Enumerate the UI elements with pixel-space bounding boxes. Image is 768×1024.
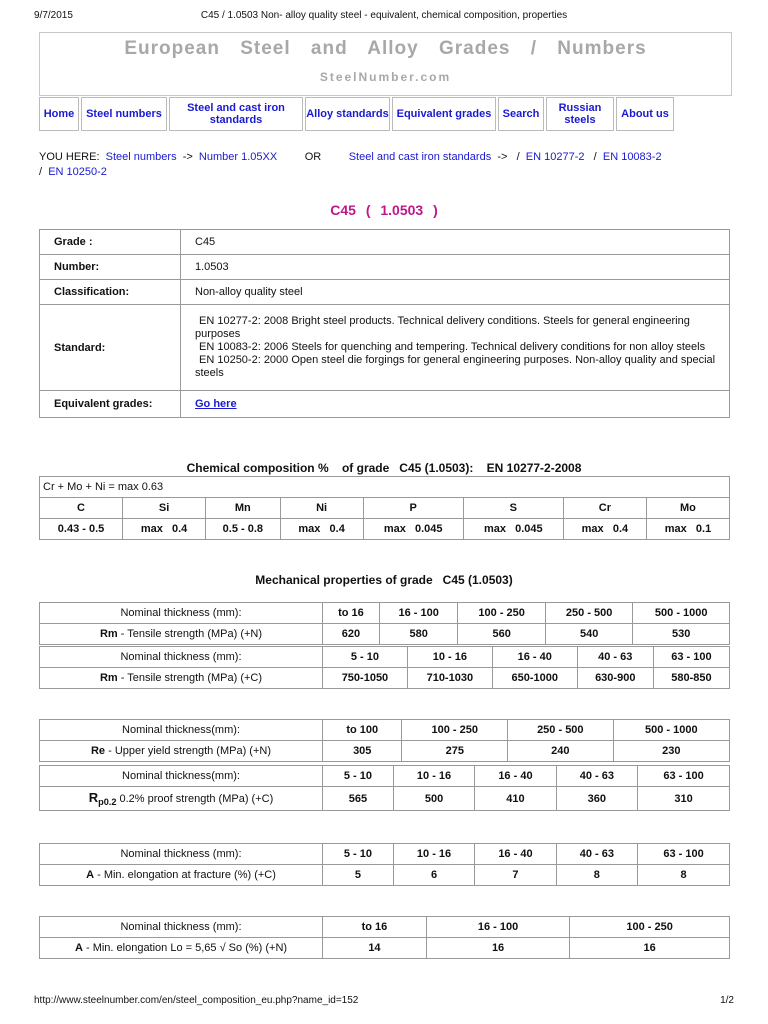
- mech-table-rm-c: [39, 646, 730, 689]
- mech-label-text: Min. elongation at fracture (%) (+C): [103, 869, 276, 881]
- mech-head: to 16: [323, 917, 427, 938]
- breadcrumb: [39, 150, 739, 180]
- breadcrumb-prefix: YOU HERE:: [39, 151, 100, 163]
- number-label: Number:: [40, 255, 181, 280]
- mech-head: 40 - 63: [577, 647, 653, 668]
- mech-label: [40, 787, 323, 811]
- mech-head: 250 - 500: [545, 603, 633, 624]
- mech-symbol: R: [88, 789, 99, 805]
- breadcrumb-sep: /: [593, 151, 597, 163]
- mech-value: 310: [638, 787, 730, 811]
- grade-value: C45: [181, 230, 730, 255]
- chem-note: Cr + Mo + Ni = max 0.63: [40, 477, 730, 498]
- mech-head: to 16: [323, 603, 380, 624]
- mech-label-text: Min. elongation Lo = 5,65 √ So (%) (+N): [92, 942, 288, 954]
- standard-en10277: EN 10277-2: 2008 Bright steel products. Technical delivery conditions. Steels for general engineering purposes: [195, 315, 690, 340]
- mech-value: 650-1000: [492, 668, 577, 689]
- mech-value: 410: [475, 787, 556, 811]
- grade-info-table: [39, 229, 730, 418]
- mech-value: 540: [545, 624, 633, 645]
- chem-head: Si: [123, 498, 206, 519]
- print-title: C45 / 1.0503 Non- alloy quality steel - equivalent, chemical composition, properties: [200, 10, 568, 21]
- footer-page: 1/2: [720, 995, 734, 1006]
- mech-value: 580-850: [653, 668, 729, 689]
- mech-head: 16 - 100: [426, 917, 569, 938]
- chem-head: Mn: [206, 498, 280, 519]
- nav-home[interactable]: Home: [39, 97, 79, 131]
- breadcrumb-arrow: ->: [497, 151, 508, 163]
- nav-steel-cast-iron-standards[interactable]: Steel and cast iron standards: [169, 97, 303, 131]
- chem-value: max 0.4: [563, 519, 646, 540]
- chem-value: 0.43 - 0.5: [40, 519, 123, 540]
- mech-table-rm-n: [39, 602, 730, 645]
- mech-head: 40 - 63: [556, 766, 637, 787]
- mech-value: 750-1050: [323, 668, 408, 689]
- nav-russian-steels[interactable]: Russian steels: [546, 97, 614, 131]
- nav-about-us[interactable]: About us: [616, 97, 674, 131]
- mech-head: 16 - 40: [492, 647, 577, 668]
- mech-value: 500: [393, 787, 474, 811]
- nav-search[interactable]: Search: [498, 97, 544, 131]
- mech-value: 565: [323, 787, 394, 811]
- breadcrumb-sep: /: [39, 166, 43, 178]
- classification-label: Classification:: [40, 280, 181, 305]
- main-nav: [39, 97, 730, 131]
- mech-head: 40 - 63: [556, 844, 637, 865]
- mech-value: 630-900: [577, 668, 653, 689]
- mech-label: Rm - Tensile strength (MPa) (+N): [40, 624, 323, 645]
- mech-value: 530: [633, 624, 730, 645]
- mech-head: 10 - 16: [407, 647, 492, 668]
- chem-head: Ni: [280, 498, 363, 519]
- mech-table-a-c: [39, 843, 730, 886]
- mech-value: 230: [613, 741, 729, 762]
- mech-label-text: Tensile strength (MPa) (+N): [127, 628, 263, 640]
- nav-alloy-standards[interactable]: Alloy standards: [305, 97, 390, 131]
- mech-label: Rm - Tensile strength (MPa) (+C): [40, 668, 323, 689]
- chem-value: max 0.1: [646, 519, 729, 540]
- mech-table-re-n: [39, 719, 730, 762]
- mech-value: 8: [638, 865, 730, 886]
- mech-label: Nominal thickness (mm):: [40, 603, 323, 624]
- mech-value: 305: [323, 741, 402, 762]
- breadcrumb-en10277[interactable]: EN 10277-2: [525, 151, 585, 163]
- banner-title: European Steel and Alloy Grades / Numbers: [124, 38, 647, 59]
- mech-table-rp02-c: [39, 765, 730, 811]
- chem-value: max 0.4: [123, 519, 206, 540]
- mech-value: 7: [475, 865, 556, 886]
- chem-head: Cr: [563, 498, 646, 519]
- mech-symbol: A: [86, 869, 95, 881]
- grade-heading: C45 ( 1.0503 ): [330, 202, 438, 218]
- standard-en10083: EN 10083-2: 2006 Steels for quenching and tempering. Technical delivery conditions for non alloy steels: [199, 341, 706, 353]
- grade-label: Grade :: [40, 230, 181, 255]
- mech-value: 8: [556, 865, 637, 886]
- mech-head: 16 - 40: [475, 844, 556, 865]
- mech-table-a-n: [39, 916, 730, 959]
- mech-label-text: Tensile strength (MPa) (+C): [127, 672, 263, 684]
- chem-head: S: [463, 498, 563, 519]
- mech-head: 16 - 100: [379, 603, 458, 624]
- mech-head: 5 - 10: [323, 844, 394, 865]
- mech-value: 6: [393, 865, 474, 886]
- mech-head: 63 - 100: [638, 766, 730, 787]
- mech-symbol: Rm: [99, 672, 118, 684]
- standard-en10250: EN 10250-2: 2000 Open steel die forgings for general engineering purposes. Non-alloy quality and special steels: [195, 354, 716, 379]
- mech-head: 63 - 100: [638, 844, 730, 865]
- breadcrumb-arrow: ->: [182, 151, 193, 163]
- classification-value: Non-alloy quality steel: [181, 280, 730, 305]
- equivalent-link[interactable]: Go here: [195, 398, 237, 410]
- mech-label: Nominal thickness (mm):: [40, 844, 323, 865]
- mech-label: Re - Upper yield strength (MPa) (+N): [40, 741, 323, 762]
- chem-value: max 0.045: [463, 519, 563, 540]
- breadcrumb-number[interactable]: Number 1.05XX: [198, 151, 278, 163]
- mech-head: to 100: [323, 720, 402, 741]
- breadcrumb-steel-numbers[interactable]: Steel numbers: [105, 151, 177, 163]
- mech-head: 63 - 100: [653, 647, 729, 668]
- number-value: 1.0503: [181, 255, 730, 280]
- mech-label: Nominal thickness(mm):: [40, 720, 323, 741]
- mech-head: 10 - 16: [393, 844, 474, 865]
- mech-value: 240: [508, 741, 614, 762]
- mech-value: 560: [458, 624, 546, 645]
- mech-label: Nominal thickness (mm):: [40, 647, 323, 668]
- footer-url: http://www.steelnumber.com/en/steel_composition_eu.php?name_id=152: [34, 995, 359, 1006]
- mech-head: 250 - 500: [508, 720, 614, 741]
- mech-subscript: p0.2: [98, 797, 117, 808]
- site-banner[interactable]: [39, 32, 732, 96]
- breadcrumb-sep: /: [516, 151, 520, 163]
- mech-value: 16: [426, 938, 569, 959]
- mech-head: 16 - 40: [475, 766, 556, 787]
- chem-head: P: [363, 498, 463, 519]
- mech-value: 275: [402, 741, 508, 762]
- mech-label: A - Min. elongation at fracture (%) (+C): [40, 865, 323, 886]
- mech-label-text: 0.2% proof strength (MPa) (+C): [119, 792, 274, 805]
- mech-label: Nominal thickness(mm):: [40, 766, 323, 787]
- nav-equivalent-grades[interactable]: Equivalent grades: [392, 97, 496, 131]
- mech-symbol: Re: [90, 745, 106, 757]
- standard-label: Standard:: [40, 305, 181, 391]
- mech-symbol: A: [74, 942, 83, 954]
- banner-subtitle: SteelNumber.com: [319, 70, 452, 84]
- breadcrumb-or: OR: [304, 151, 322, 163]
- mech-head: 100 - 250: [570, 917, 730, 938]
- mech-value: 5: [323, 865, 394, 886]
- mech-head: 10 - 16: [393, 766, 474, 787]
- mech-head: 100 - 250: [458, 603, 546, 624]
- mech-title: Mechanical properties of grade C45 (1.0503): [255, 573, 513, 587]
- mech-head: 500 - 1000: [613, 720, 729, 741]
- chem-value: max 0.045: [363, 519, 463, 540]
- chem-title: Chemical composition % of grade C45 (1.0503): EN 10277-2-2008: [186, 461, 582, 475]
- chem-head: C: [40, 498, 123, 519]
- chem-value: max 0.4: [280, 519, 363, 540]
- mech-head: 5 - 10: [323, 647, 408, 668]
- mech-label: A - Min. elongation Lo = 5,65 √ So (%) (+N): [40, 938, 323, 959]
- mech-value: 14: [323, 938, 427, 959]
- nav-steel-numbers[interactable]: Steel numbers: [81, 97, 167, 131]
- mech-value: 620: [323, 624, 380, 645]
- mech-value: 360: [556, 787, 637, 811]
- equivalent-label: Equivalent grades:: [40, 391, 181, 418]
- mech-head: 5 - 10: [323, 766, 394, 787]
- chem-head: Mo: [646, 498, 729, 519]
- mech-head: 100 - 250: [402, 720, 508, 741]
- mech-value: 710-1030: [407, 668, 492, 689]
- mech-head: 500 - 1000: [633, 603, 730, 624]
- print-header: [0, 10, 768, 24]
- breadcrumb-en10083[interactable]: EN 10083-2: [602, 151, 662, 163]
- mech-value: 16: [570, 938, 730, 959]
- mech-label-text: Upper yield strength (MPa) (+N): [114, 745, 272, 757]
- breadcrumb-standards[interactable]: Steel and cast iron standards: [348, 151, 492, 163]
- print-date: 9/7/2015: [34, 10, 73, 21]
- breadcrumb-en10250[interactable]: EN 10250-2: [48, 166, 107, 178]
- chem-table: [39, 476, 730, 540]
- mech-label: Nominal thickness (mm):: [40, 917, 323, 938]
- mech-value: 580: [379, 624, 458, 645]
- chem-value: 0.5 - 0.8: [206, 519, 280, 540]
- standard-value: [181, 305, 730, 391]
- mech-symbol: Rm: [99, 628, 118, 640]
